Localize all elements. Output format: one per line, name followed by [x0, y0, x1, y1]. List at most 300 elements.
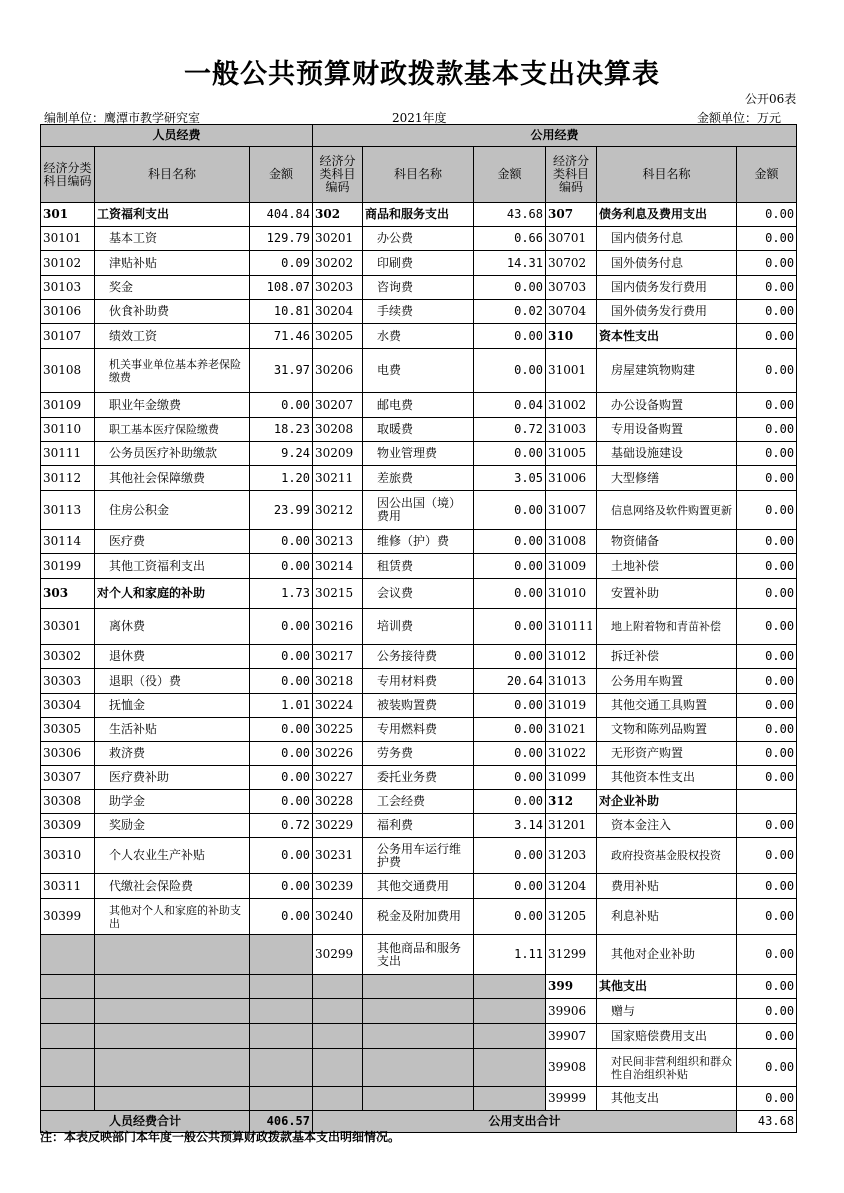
item-name: 其他支出	[597, 975, 737, 999]
item-code: 399	[546, 975, 597, 999]
item-amount: 0.00	[250, 530, 313, 554]
item-amount: 0.00	[737, 694, 797, 718]
item-amount: 0.00	[737, 300, 797, 324]
table-row	[41, 609, 797, 645]
item-name: 对企业补助	[597, 790, 737, 814]
item-name	[95, 975, 250, 999]
item-amount: 0.00	[250, 742, 313, 766]
table-row	[41, 669, 797, 694]
footnote: 注：本表反映部门本年度一般公共预算财政拨款基本支出明细情况。	[40, 1130, 401, 1144]
item-amount: 1.11	[474, 935, 546, 975]
table-row	[41, 899, 797, 935]
item-name: 安置补助	[597, 579, 737, 609]
item-amount: 0.00	[737, 442, 797, 466]
item-amount: 0.00	[737, 393, 797, 418]
item-code: 31012	[546, 645, 597, 669]
item-amount: 0.00	[250, 645, 313, 669]
item-code: 30229	[313, 814, 363, 838]
item-code	[313, 1049, 363, 1087]
item-name	[95, 1087, 250, 1111]
item-amount: 0.00	[737, 1049, 797, 1087]
item-amount: 3.05	[474, 466, 546, 491]
item-code: 31201	[546, 814, 597, 838]
item-amount: 9.24	[250, 442, 313, 466]
item-name	[363, 999, 474, 1024]
item-amount: 0.00	[250, 766, 313, 790]
item-name: 劳务费	[363, 742, 474, 766]
item-code: 30112	[41, 466, 95, 491]
item-amount: 0.00	[474, 838, 546, 874]
item-code: 30702	[546, 251, 597, 276]
item-amount: 0.00	[474, 324, 546, 349]
item-code: 30301	[41, 609, 95, 645]
item-amount: 0.00	[250, 393, 313, 418]
item-amount: 0.00	[737, 349, 797, 393]
item-amount	[250, 975, 313, 999]
item-amount: 0.00	[737, 975, 797, 999]
item-code: 30239	[313, 874, 363, 899]
item-code: 39908	[546, 1049, 597, 1087]
item-amount: 0.00	[737, 491, 797, 530]
item-amount: 1.73	[250, 579, 313, 609]
item-code: 30106	[41, 300, 95, 324]
item-code: 310111	[546, 609, 597, 645]
item-name: 工资福利支出	[95, 203, 250, 227]
item-name: 委托业务费	[363, 766, 474, 790]
item-name	[363, 1049, 474, 1087]
item-amount: 0.00	[737, 227, 797, 251]
header-name: 科目名称	[363, 147, 474, 203]
item-code: 30308	[41, 790, 95, 814]
table-row	[41, 874, 797, 899]
table-row	[41, 645, 797, 669]
item-name: 工会经费	[363, 790, 474, 814]
item-name: 专用材料费	[363, 669, 474, 694]
item-amount	[474, 999, 546, 1024]
table-row	[41, 1049, 797, 1087]
item-code: 30240	[313, 899, 363, 935]
item-code: 30399	[41, 899, 95, 935]
item-amount	[250, 935, 313, 975]
item-code: 31205	[546, 899, 597, 935]
item-amount: 31.97	[250, 349, 313, 393]
item-code: 30203	[313, 276, 363, 300]
item-name: 国家赔偿费用支出	[597, 1024, 737, 1049]
item-code: 31022	[546, 742, 597, 766]
item-amount: 0.00	[474, 442, 546, 466]
item-name: 代缴社会保险费	[95, 874, 250, 899]
item-amount: 18.23	[250, 418, 313, 442]
item-amount	[474, 1049, 546, 1087]
item-code: 30206	[313, 349, 363, 393]
section-personnel: 人员经费	[41, 125, 313, 147]
item-code: 31010	[546, 579, 597, 609]
table-row	[41, 418, 797, 442]
item-name: 离休费	[95, 609, 250, 645]
item-code: 302	[313, 203, 363, 227]
item-name: 其他资本性支出	[597, 766, 737, 790]
item-amount: 43.68	[474, 203, 546, 227]
item-name: 津贴补贴	[95, 251, 250, 276]
item-name: 邮电费	[363, 393, 474, 418]
table-row	[41, 349, 797, 393]
item-amount: 0.00	[737, 203, 797, 227]
item-name: 水费	[363, 324, 474, 349]
header-amount: 金额	[250, 147, 313, 203]
item-name: 拆迁补偿	[597, 645, 737, 669]
item-code: 30111	[41, 442, 95, 466]
item-name: 奖励金	[95, 814, 250, 838]
item-name: 医疗费	[95, 530, 250, 554]
item-name: 助学金	[95, 790, 250, 814]
item-name: 资本金注入	[597, 814, 737, 838]
item-code: 39907	[546, 1024, 597, 1049]
item-name: 专用燃料费	[363, 718, 474, 742]
item-name: 大型修缮	[597, 466, 737, 491]
item-code: 39906	[546, 999, 597, 1024]
table-row	[41, 393, 797, 418]
item-name	[363, 1024, 474, 1049]
item-name: 专用设备购置	[597, 418, 737, 442]
item-amount: 0.00	[474, 766, 546, 790]
item-amount: 0.00	[474, 742, 546, 766]
table-row	[41, 324, 797, 349]
item-amount	[474, 975, 546, 999]
item-name: 医疗费补助	[95, 766, 250, 790]
item-code: 30305	[41, 718, 95, 742]
item-code: 30224	[313, 694, 363, 718]
item-name: 国外债务发行费用	[597, 300, 737, 324]
expenditure-table	[40, 124, 797, 1133]
item-name: 信息网络及软件购置更新	[597, 491, 737, 530]
item-code: 30703	[546, 276, 597, 300]
item-code	[41, 1024, 95, 1049]
item-name: 国内债务付息	[597, 227, 737, 251]
item-amount: 0.00	[737, 814, 797, 838]
item-name: 无形资产购置	[597, 742, 737, 766]
item-name: 住房公积金	[95, 491, 250, 530]
item-code: 31204	[546, 874, 597, 899]
header-name: 科目名称	[597, 147, 737, 203]
item-amount: 404.84	[250, 203, 313, 227]
item-code: 30303	[41, 669, 95, 694]
item-name: 机关事业单位基本养老保险缴费	[95, 349, 250, 393]
item-amount: 0.00	[250, 874, 313, 899]
item-amount: 0.00	[474, 645, 546, 669]
table-row	[41, 554, 797, 579]
item-name: 国内债务发行费用	[597, 276, 737, 300]
item-amount: 108.07	[250, 276, 313, 300]
table-row	[41, 466, 797, 491]
item-name: 手续费	[363, 300, 474, 324]
item-name: 税金及附加费用	[363, 899, 474, 935]
table-row	[41, 975, 797, 999]
item-code: 30108	[41, 349, 95, 393]
item-code	[313, 975, 363, 999]
item-code: 30302	[41, 645, 95, 669]
item-name: 费用补贴	[597, 874, 737, 899]
item-amount	[250, 1024, 313, 1049]
item-name: 职业年金缴费	[95, 393, 250, 418]
table-row	[41, 742, 797, 766]
item-amount: 0.00	[737, 935, 797, 975]
item-code: 30212	[313, 491, 363, 530]
item-name: 资本性支出	[597, 324, 737, 349]
item-amount: 0.00	[737, 742, 797, 766]
item-code: 30110	[41, 418, 95, 442]
table-row	[41, 251, 797, 276]
item-amount: 0.02	[474, 300, 546, 324]
item-amount: 0.00	[250, 609, 313, 645]
item-name: 对个人和家庭的补助	[95, 579, 250, 609]
public-total-value: 43.68	[737, 1111, 797, 1133]
table-row	[41, 442, 797, 466]
header-code: 经济分类科目编码	[546, 147, 597, 203]
item-code: 30213	[313, 530, 363, 554]
item-amount: 0.00	[737, 251, 797, 276]
item-name: 退职（役）费	[95, 669, 250, 694]
item-amount: 0.00	[737, 1087, 797, 1111]
item-name: 其他社会保障缴费	[95, 466, 250, 491]
item-name: 维修（护）费	[363, 530, 474, 554]
item-amount: 0.00	[737, 899, 797, 935]
item-name: 个人农业生产补贴	[95, 838, 250, 874]
item-amount: 0.00	[737, 645, 797, 669]
table-row	[41, 1087, 797, 1111]
item-code: 31021	[546, 718, 597, 742]
item-code	[313, 1087, 363, 1111]
item-amount	[250, 999, 313, 1024]
item-code	[313, 1024, 363, 1049]
item-amount: 1.20	[250, 466, 313, 491]
item-amount: 0.00	[737, 609, 797, 645]
item-name: 其他工资福利支出	[95, 554, 250, 579]
header-amount: 金额	[474, 147, 546, 203]
item-name: 因公出国（境）费用	[363, 491, 474, 530]
item-name: 抚恤金	[95, 694, 250, 718]
org-name: 编制单位：鹰潭市教学研究室	[44, 111, 201, 125]
table-row	[41, 790, 797, 814]
table-row	[41, 935, 797, 975]
item-amount: 0.00	[737, 276, 797, 300]
item-amount: 23.99	[250, 491, 313, 530]
item-amount: 0.00	[474, 554, 546, 579]
report-year: 2021年度	[392, 111, 447, 125]
item-code: 31007	[546, 491, 597, 530]
item-code: 30101	[41, 227, 95, 251]
item-name: 公务员医疗补助缴款	[95, 442, 250, 466]
item-code: 30228	[313, 790, 363, 814]
item-name: 电费	[363, 349, 474, 393]
item-amount: 129.79	[250, 227, 313, 251]
item-name: 其他支出	[597, 1087, 737, 1111]
item-amount: 0.00	[737, 466, 797, 491]
item-amount	[250, 1087, 313, 1111]
item-name: 其他交通工具购置	[597, 694, 737, 718]
item-code	[41, 935, 95, 975]
item-code: 30704	[546, 300, 597, 324]
item-amount: 71.46	[250, 324, 313, 349]
item-code: 30309	[41, 814, 95, 838]
item-name: 差旅费	[363, 466, 474, 491]
item-code: 310	[546, 324, 597, 349]
form-number: 公开06表	[745, 92, 797, 106]
item-code: 30701	[546, 227, 597, 251]
item-amount: 0.00	[250, 838, 313, 874]
item-name: 咨询费	[363, 276, 474, 300]
item-amount: 0.00	[474, 579, 546, 609]
item-name: 物资储备	[597, 530, 737, 554]
item-code: 30214	[313, 554, 363, 579]
item-name: 培训费	[363, 609, 474, 645]
item-name: 会议费	[363, 579, 474, 609]
item-amount: 0.72	[250, 814, 313, 838]
item-code: 30199	[41, 554, 95, 579]
item-name	[95, 999, 250, 1024]
item-name: 公务用车购置	[597, 669, 737, 694]
item-name: 其他商品和服务支出	[363, 935, 474, 975]
item-name: 奖金	[95, 276, 250, 300]
item-amount: 0.00	[737, 1024, 797, 1049]
item-name: 生活补贴	[95, 718, 250, 742]
item-code: 30299	[313, 935, 363, 975]
item-code: 30216	[313, 609, 363, 645]
item-name: 被装购置费	[363, 694, 474, 718]
item-name: 救济费	[95, 742, 250, 766]
item-code	[41, 999, 95, 1024]
item-name: 文物和陈列品购置	[597, 718, 737, 742]
item-name: 退休费	[95, 645, 250, 669]
item-code	[313, 999, 363, 1024]
header-amount: 金额	[737, 147, 797, 203]
item-code: 301	[41, 203, 95, 227]
item-amount: 0.00	[737, 554, 797, 579]
item-name: 福利费	[363, 814, 474, 838]
item-code: 30204	[313, 300, 363, 324]
item-amount: 0.00	[737, 838, 797, 874]
table-row	[41, 491, 797, 530]
item-name: 职工基本医疗保险缴费	[95, 418, 250, 442]
item-code: 30310	[41, 838, 95, 874]
item-name: 地上附着物和青苗补偿	[597, 609, 737, 645]
item-name: 公务接待费	[363, 645, 474, 669]
item-amount: 0.00	[474, 790, 546, 814]
item-amount: 0.00	[474, 276, 546, 300]
item-name: 政府投资基金股权投资	[597, 838, 737, 874]
item-amount: 20.64	[474, 669, 546, 694]
personnel-total-label: 人员经费合计	[41, 1111, 250, 1133]
item-code: 31008	[546, 530, 597, 554]
item-code: 31005	[546, 442, 597, 466]
item-amount: 0.00	[250, 718, 313, 742]
item-name: 对民间非营利组织和群众性自治组织补贴	[597, 1049, 737, 1087]
item-amount: 0.00	[474, 491, 546, 530]
item-code: 31006	[546, 466, 597, 491]
item-name	[363, 975, 474, 999]
header-code: 经济分类科目编码	[313, 147, 363, 203]
item-amount: 0.00	[737, 669, 797, 694]
item-code: 31299	[546, 935, 597, 975]
item-amount: 0.00	[250, 790, 313, 814]
item-name: 赠与	[597, 999, 737, 1024]
item-code: 31001	[546, 349, 597, 393]
item-code: 30109	[41, 393, 95, 418]
item-code: 30201	[313, 227, 363, 251]
item-code: 30103	[41, 276, 95, 300]
item-code: 30107	[41, 324, 95, 349]
public-total-label: 公用支出合计	[313, 1111, 737, 1133]
item-name: 租赁费	[363, 554, 474, 579]
item-code: 30208	[313, 418, 363, 442]
item-code: 39999	[546, 1087, 597, 1111]
item-code: 31009	[546, 554, 597, 579]
item-code: 30307	[41, 766, 95, 790]
item-code: 30226	[313, 742, 363, 766]
item-code: 31013	[546, 669, 597, 694]
item-amount: 0.00	[474, 694, 546, 718]
item-amount: 14.31	[474, 251, 546, 276]
item-code: 31099	[546, 766, 597, 790]
item-amount: 0.00	[737, 766, 797, 790]
item-amount: 10.81	[250, 300, 313, 324]
item-code: 30306	[41, 742, 95, 766]
item-code: 30202	[313, 251, 363, 276]
table-row	[41, 814, 797, 838]
item-amount: 0.00	[737, 718, 797, 742]
item-name: 其他交通费用	[363, 874, 474, 899]
item-name: 房屋建筑物购建	[597, 349, 737, 393]
item-amount: 0.00	[737, 418, 797, 442]
table-row	[41, 694, 797, 718]
table-row	[41, 999, 797, 1024]
table-row	[41, 300, 797, 324]
section-public: 公用经费	[313, 125, 797, 147]
header-code: 经济分类科目编码	[41, 147, 95, 203]
personnel-total-value: 406.57	[250, 1111, 313, 1133]
item-name: 印刷费	[363, 251, 474, 276]
item-code: 30304	[41, 694, 95, 718]
item-code: 30114	[41, 530, 95, 554]
table-row	[41, 766, 797, 790]
item-name: 利息补贴	[597, 899, 737, 935]
item-name: 物业管理费	[363, 442, 474, 466]
item-amount: 0.00	[250, 669, 313, 694]
item-amount: 0.00	[474, 874, 546, 899]
item-amount	[737, 790, 797, 814]
item-name: 绩效工资	[95, 324, 250, 349]
item-name: 债务利息及费用支出	[597, 203, 737, 227]
item-code: 30231	[313, 838, 363, 874]
item-code: 30205	[313, 324, 363, 349]
page-title: 一般公共预算财政拨款基本支出决算表	[184, 59, 660, 90]
item-amount: 0.00	[250, 899, 313, 935]
item-amount: 0.00	[737, 530, 797, 554]
item-amount	[474, 1024, 546, 1049]
item-amount: 3.14	[474, 814, 546, 838]
item-name: 基础设施建设	[597, 442, 737, 466]
item-name: 公务用车运行维护费	[363, 838, 474, 874]
item-code: 30102	[41, 251, 95, 276]
item-amount: 0.00	[474, 718, 546, 742]
item-name: 其他对企业补助	[597, 935, 737, 975]
item-name: 办公设备购置	[597, 393, 737, 418]
table-row	[41, 579, 797, 609]
item-code: 31019	[546, 694, 597, 718]
item-code	[41, 975, 95, 999]
item-code: 31003	[546, 418, 597, 442]
item-code	[41, 1049, 95, 1087]
table-row	[41, 1024, 797, 1049]
